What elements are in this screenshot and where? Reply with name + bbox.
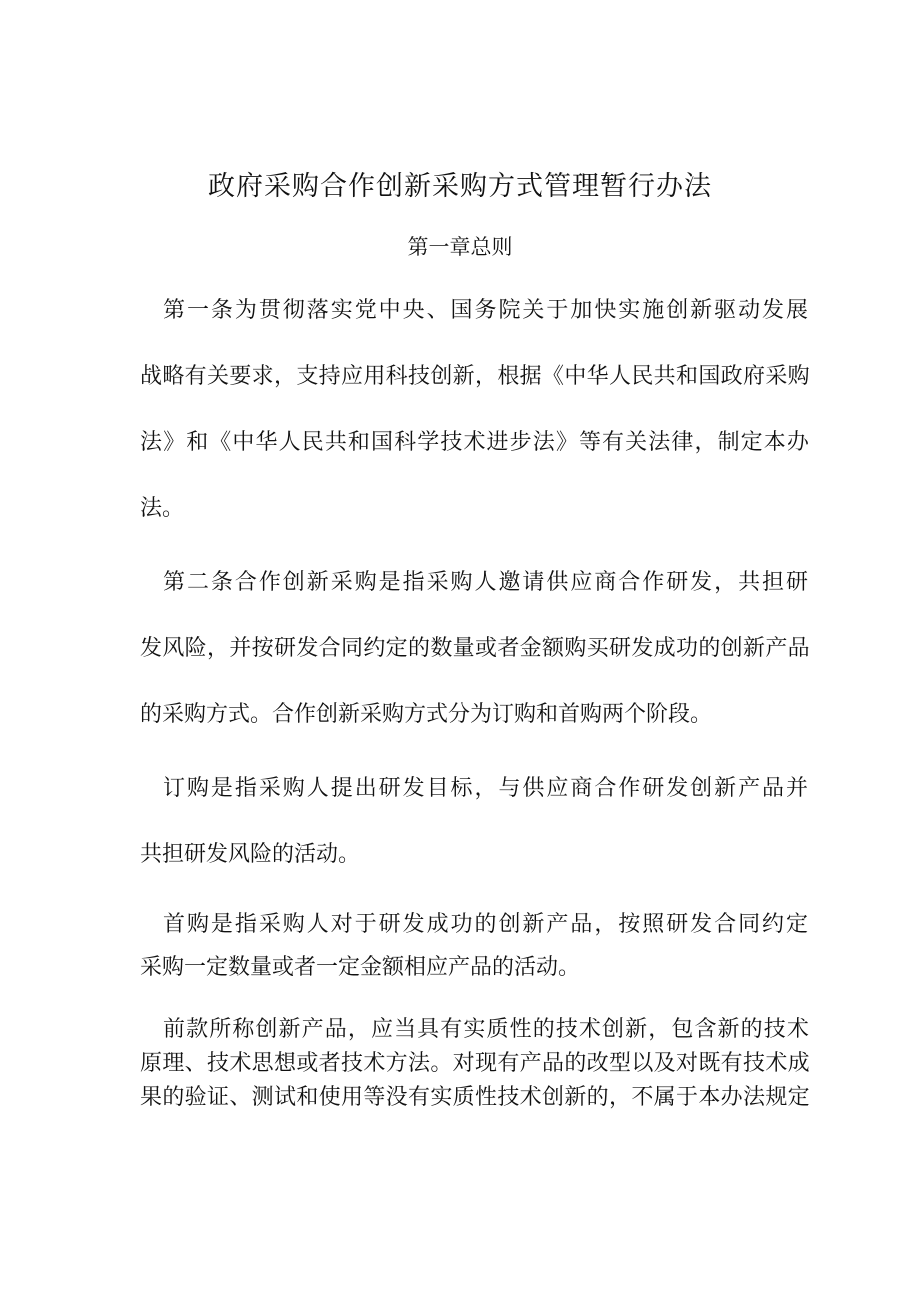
text-line: 果的验证、测试和使用等没有实质性技术创新的，不属于本办法规定 [140,1085,810,1110]
text-line: 的采购方式。合作创新采购方式分为订购和首购两个阶段。 [140,702,713,727]
chapter-heading: 第一章总则 [407,235,513,259]
text-line: 前款所称创新产品，应当具有实质性的技术创新，包含新的技术 [163,1017,810,1042]
text-line: 第二条合作创新采购是指采购人邀请供应商合作研发，共担研 [163,570,810,595]
text-line: 法》和《中华人民共和国科学技术进步法》等有关法律，制定本办 [140,430,810,455]
text-line: 法。 [140,496,185,521]
text-line: 发风险，并按研发合同约定的数量或者金额购买研发成功的创新产品 [140,636,810,661]
document-title: 政府采购合作创新采购方式管理暂行办法 [208,171,712,202]
text-line: 首购是指采购人对于研发成功的创新产品，按照研发合同约定 [163,912,810,937]
text-line: 原理、技术思想或者技术方法。对现有产品的改型以及对既有技术成 [140,1051,810,1076]
text-line: 战略有关要求，支持应用科技创新，根据《中华人民共和国政府采购 [140,364,810,389]
text-line: 共担研发风险的活动。 [140,842,361,867]
text-line: 第一条为贯彻落实党中央、国务院关于加快实施创新驱动发展 [163,298,810,323]
text-line: 订购是指采购人提出研发目标，与供应商合作研发创新产品并 [163,776,810,801]
text-line: 采购一定数量或者一定金额相应产品的活动。 [140,955,581,980]
